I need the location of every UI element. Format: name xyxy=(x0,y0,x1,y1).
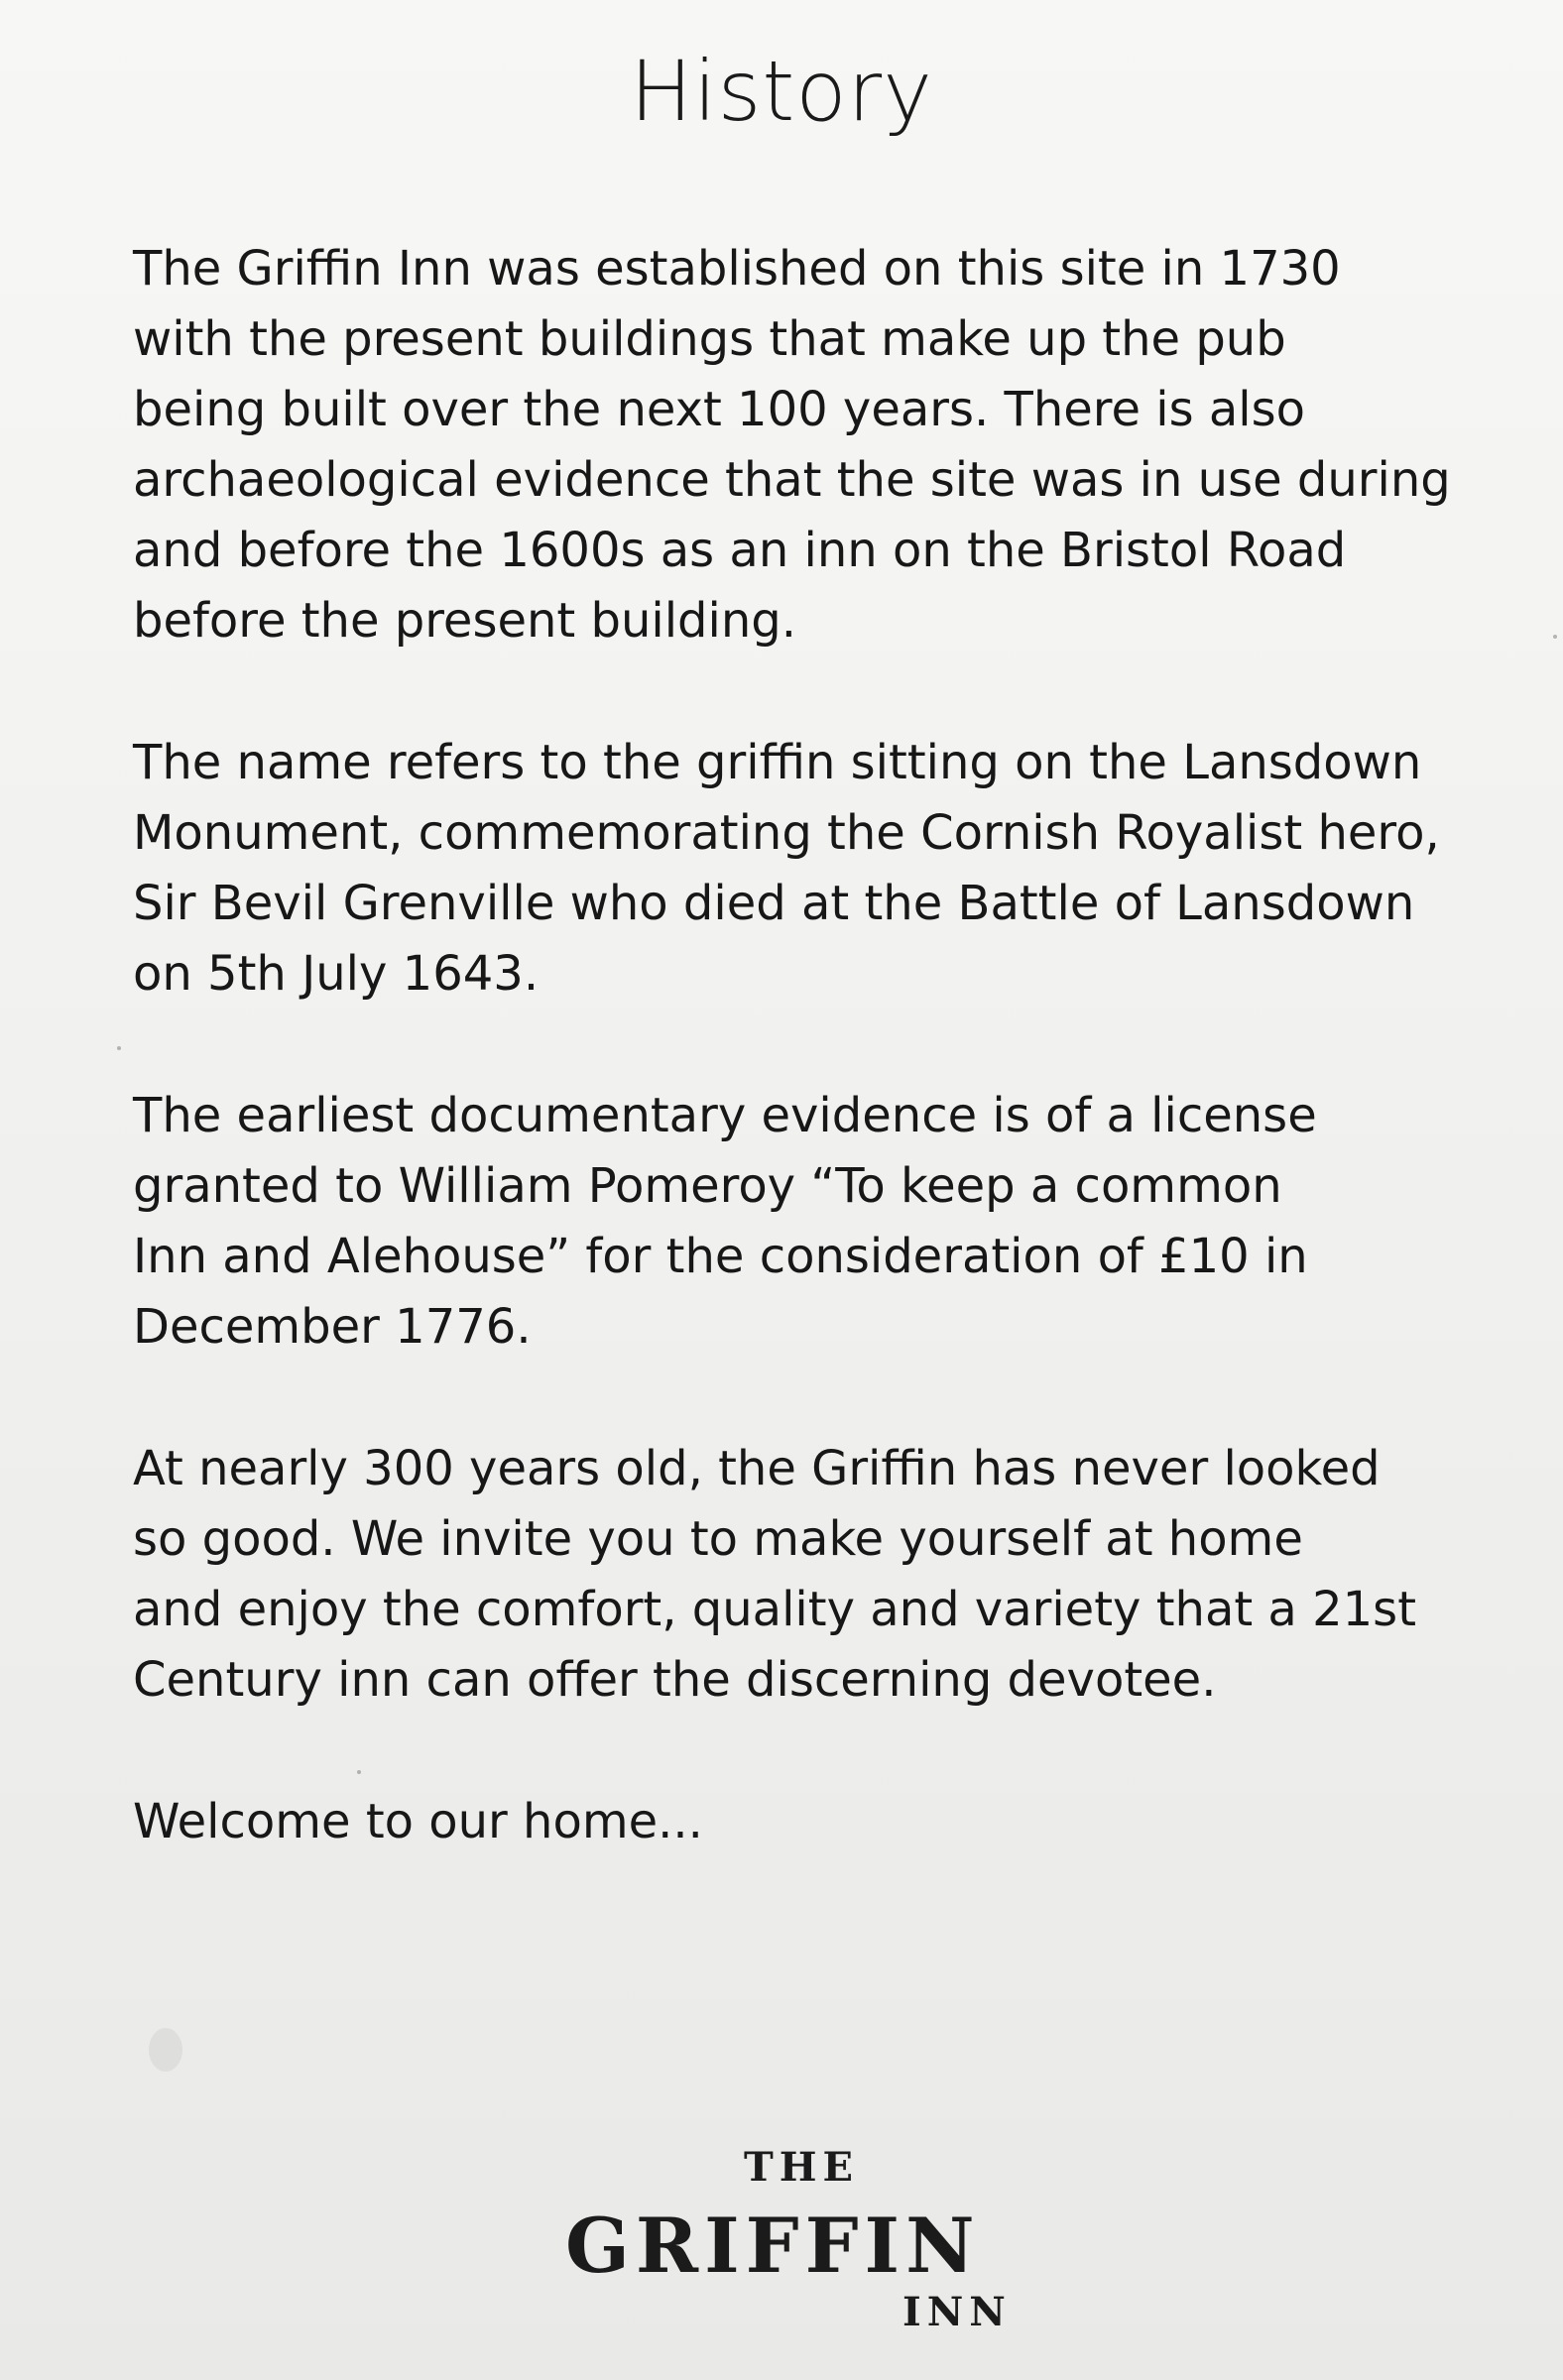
text-line: December 1776. xyxy=(133,1299,532,1355)
page-title: History xyxy=(630,43,933,140)
text-line: being built over the next 100 years. There is also xyxy=(133,382,1305,437)
logo-inn: INN xyxy=(902,2289,1012,2335)
paragraph-invitation xyxy=(133,1434,1462,1716)
text-line: The Griffin Inn was established on this site in 1730 xyxy=(133,241,1341,297)
paragraph-name-origin xyxy=(133,728,1462,1010)
logo-the: THE xyxy=(744,2144,860,2191)
text-line: before the present building. xyxy=(133,593,796,649)
closing-line: Welcome to our home... xyxy=(133,1794,703,1849)
text-line: Monument, commemorating the Cornish Royalist hero, xyxy=(133,805,1440,861)
paper-speck xyxy=(1553,635,1557,639)
history-body xyxy=(133,234,1462,1787)
paper-smudge xyxy=(149,2028,182,2072)
griffin-inn-logo xyxy=(555,2132,1051,2340)
text-line: on 5th July 1643. xyxy=(133,946,540,1002)
text-line: The earliest documentary evidence is of a license xyxy=(133,1088,1317,1143)
text-line: and before the 1600s as an inn on the Bristol Road xyxy=(133,523,1347,578)
paragraph-license xyxy=(133,1081,1462,1363)
paper-speck xyxy=(117,1046,121,1050)
text-line: and enjoy the comfort, quality and variety that a 21st xyxy=(133,1582,1417,1637)
paragraph-establishment xyxy=(133,234,1462,656)
text-line: The name refers to the griffin sitting on the Lansdown xyxy=(133,735,1422,790)
text-line: archaeological evidence that the site was in use during xyxy=(133,452,1451,508)
text-line: Inn and Alehouse” for the consideration of £10 in xyxy=(133,1229,1308,1284)
text-line: Sir Bevil Grenville who died at the Battle of Lansdown xyxy=(133,876,1415,931)
text-line: granted to William Pomeroy “To keep a common xyxy=(133,1158,1282,1214)
text-line: At nearly 300 years old, the Griffin has never looked xyxy=(133,1441,1381,1496)
logo-griffin: GRIFFIN xyxy=(565,2202,981,2290)
text-line: Century inn can offer the discerning devotee. xyxy=(133,1652,1217,1708)
text-line: so good. We invite you to make yourself at home xyxy=(133,1511,1303,1567)
text-line: with the present buildings that make up the pub xyxy=(133,311,1286,367)
